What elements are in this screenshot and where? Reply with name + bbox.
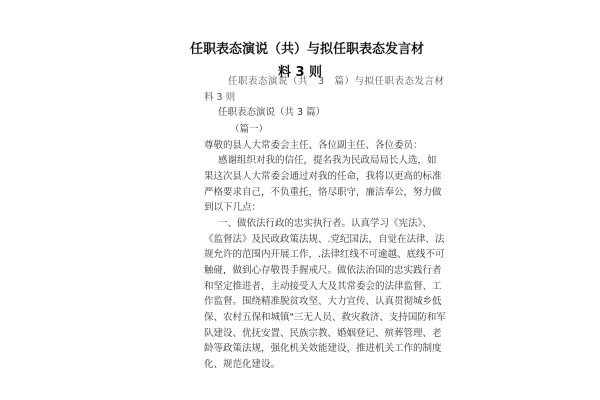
body-line: 和坚定推进者，主动接受人大及其常委会的法律监督、工 [204, 281, 442, 292]
body-line: 感谢组织对我的信任，提名我为民政局局长人选，如 [218, 155, 437, 166]
body-line: 作监督。围绕精准脱贫攻坚、大力宣传、认真贯彻城乡低 [204, 296, 442, 307]
part-label: （篇一） [230, 124, 269, 135]
body-line: 严格要求自己，不负重托，恪尽职守，廉洁奉公，努力做 [204, 187, 442, 198]
body-line: 到以下几点： [204, 202, 262, 213]
document-title-line-2: 料 3 则 [277, 65, 323, 80]
body-line: 一、做依法行政的忠实执行者。认真学习《宪法》、 [218, 218, 432, 229]
document-title-line-1: 任职表态演说（共）与拟任职表态发言材 [190, 42, 425, 57]
salutation: 尊敬的县人大常委会主任、各位副主任、各位委员： [204, 140, 423, 151]
body-line: 队建设、优抚安置、民族宗教、婚姻登记、殡葬管理、老 [204, 328, 442, 339]
subtitle-line-1: 任职表态演说（共 3 篇）与拟任职表态发言材 [228, 76, 445, 87]
body-line: 化、规范化建设。 [204, 359, 281, 370]
body-line: 触碰，做到心存敬畏手握戒尺。做依法治国的忠实践行者 [204, 265, 442, 276]
body-line: 果这次县人大常委会通过对我的任命，我将以更高的标准 [204, 171, 442, 182]
body-line: 规允许的范围内开展工作，.法律红线不可逾越、底线不可 [204, 249, 445, 260]
subtitle-line-2: 料 3 则 [204, 92, 236, 103]
body-line: 保、农村五保和城镇"三无人员、救灾救济、支持国防和军 [204, 312, 446, 323]
body-line: 《监督法》及民政政策法规、.党纪国法，自觉在法律、法 [204, 234, 445, 245]
body-line: 龄等政策法规，强化机关效能建设，推进机关工作的制度 [204, 343, 442, 354]
section-heading: 任职表态演说（共 3 篇） [218, 107, 326, 118]
